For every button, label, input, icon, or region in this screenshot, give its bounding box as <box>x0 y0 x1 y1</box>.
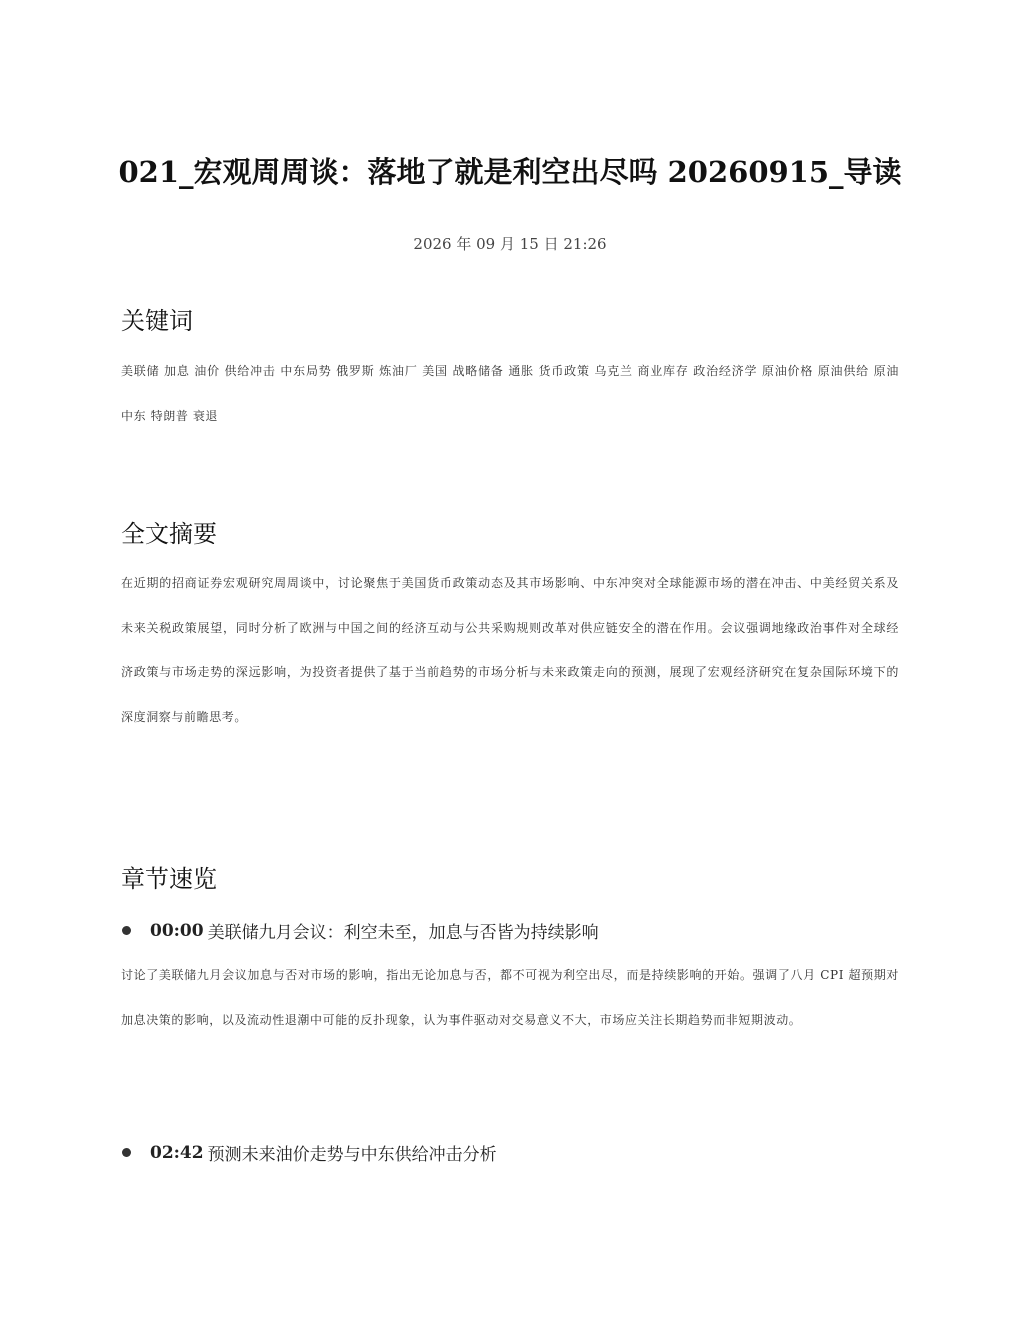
bullet-icon <box>122 926 131 935</box>
chapter-timestamp[interactable]: 00:00 <box>150 920 204 941</box>
chapter-title: 美联储九月会议：利空未至，加息与否皆为持续影响 <box>207 923 599 943</box>
page-title: 021_宏观周周谈：落地了就是利空出尽吗 20260915_导读 <box>118 155 902 189</box>
chapter-timestamp[interactable]: 02:42 <box>150 1142 204 1163</box>
keywords-text: 美联储 加息 油价 供给冲击 中东局势 俄罗斯 炼油厂 美国 战略储备 通胀 货币政策 乌克兰 商业库存 政治经济学 原油价格 原油供给 原油 中东 特朗普 衰退 <box>121 364 899 423</box>
chapter-title: 预测未来油价走势与中东供给冲击分析 <box>207 1145 497 1165</box>
chapters-heading: 章节速览 <box>121 865 217 893</box>
bullet-icon <box>122 1148 131 1157</box>
keywords-heading: 关键词 <box>121 307 193 335</box>
summary-text: 在近期的招商证券宏观研究周周谈中，讨论聚焦于美国货币政策动态及其市场影响、中东冲突对全球能源市场的潜在冲击、中美经贸关系及未来关税政策展望，同时分析了欧洲与中国之间的经济互动与公共采购规则改革对供应链安全的潜在作用。会议强调地缘政治事件对全球经济政策与市场走势的深远影响，为投资者提供了基于当前趋势的市场分析与未来政策走向的预测，展现了宏观经济研究在复杂国际环境下的深度洞察与前瞻思考。 <box>121 576 899 724</box>
chapter-item-heading[interactable] <box>121 1140 899 1165</box>
summary-heading: 全文摘要 <box>121 520 217 548</box>
publish-date: 2026 年 09 月 15 日 21:26 <box>413 235 607 253</box>
chapter-item-heading[interactable] <box>121 918 899 943</box>
chapter-description: 讨论了美联储九月会议加息与否对市场的影响，指出无论加息与否，都不可视为利空出尽，而是持续影响的开始。强调了八月 CPI 超预期对加息决策的影响，以及流动性退潮中可能的反扑现象，认为事件驱动对交易意义不大，市场应关注长期趋势而非短期波动。 <box>121 968 899 1027</box>
